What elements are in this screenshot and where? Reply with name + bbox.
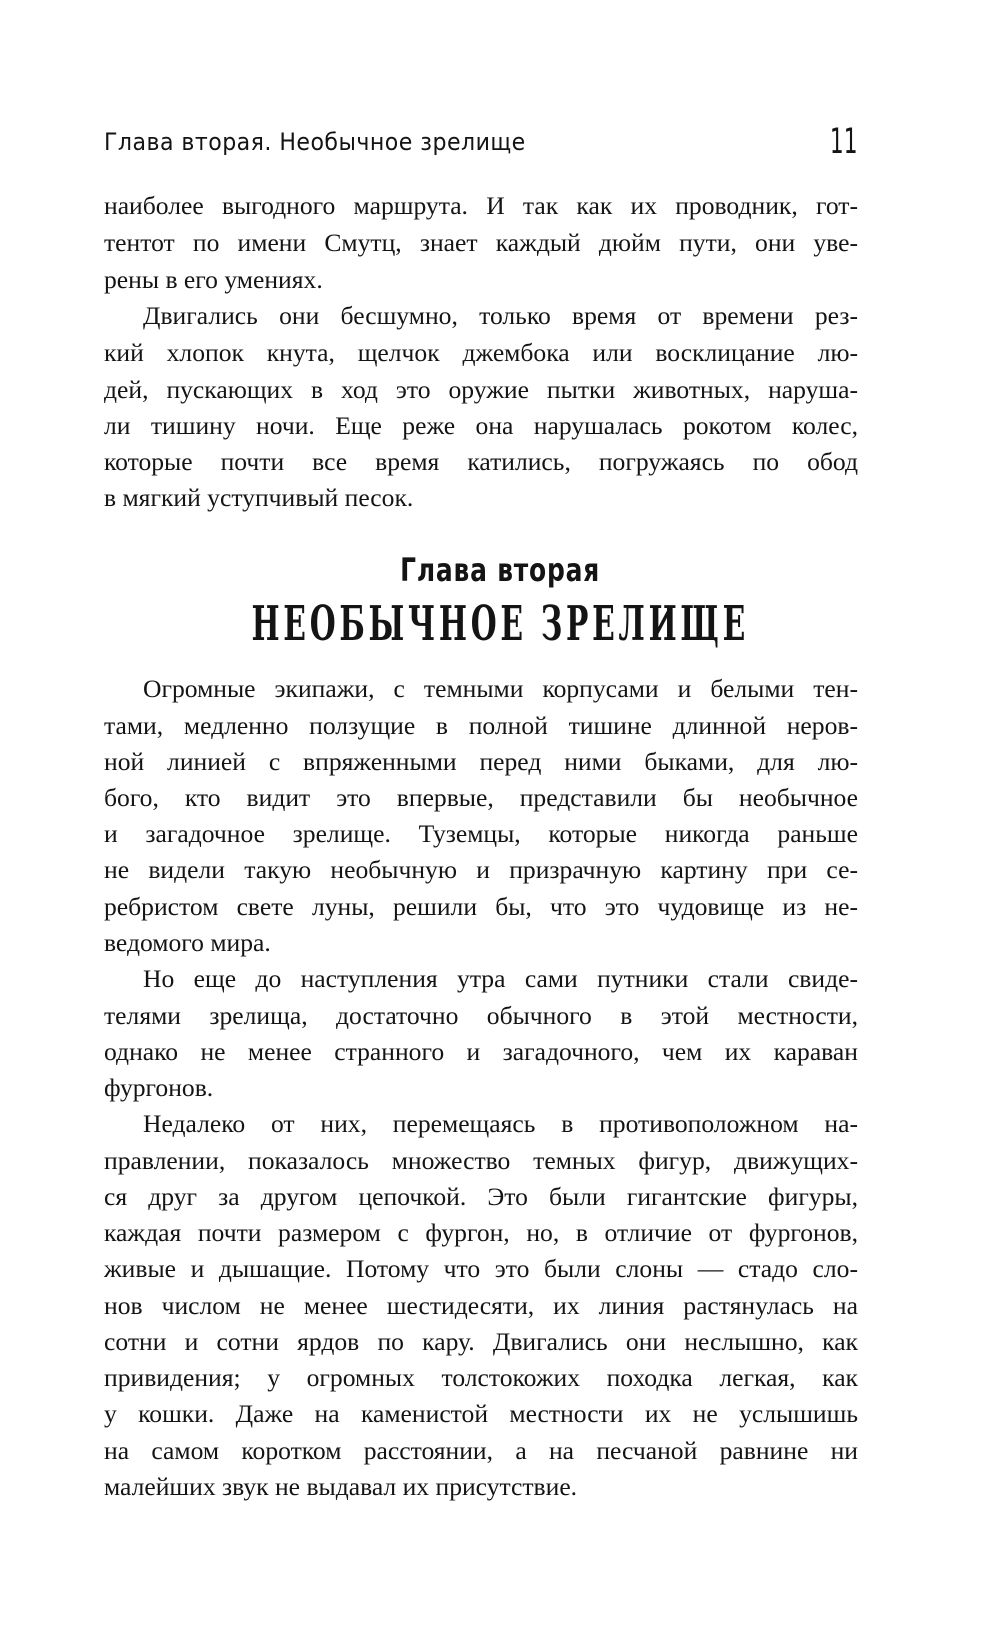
chapter-label: Глава вторая: [400, 551, 600, 589]
text-line: привидения; у огромных толстокожих походка легкая, как: [104, 1363, 858, 1392]
text-line: малейших звук не выдавал их присутствие.: [104, 1472, 578, 1501]
text-line: дей, пускающих в ход это оружие пытки животных, наруша-: [104, 375, 858, 404]
text-line: тентот по имени Смутц, знает каждый дюйм пути, они уве-: [104, 228, 858, 257]
text-line: на самом коротком расстоянии, а на песчаной равнине ни: [104, 1436, 858, 1465]
text-line: которые почти все время катились, погружаясь по обод: [104, 447, 858, 476]
text-line: Но еще до наступления утра сами путники стали свиде-: [143, 964, 858, 993]
text-line: Двигались они бесшумно, только время от времени рез-: [143, 301, 858, 330]
text-line: правлении, показалось множество темных фигур, движущих-: [104, 1146, 858, 1175]
text-line: наиболее выгодного маршрута. И так как их проводник, гот-: [104, 191, 858, 220]
running-header-title: Глава вторая. Необычное зрелище: [104, 128, 526, 156]
text-line: кий хлопок кнута, щелчок джембока или восклицание лю-: [104, 338, 858, 367]
text-line: не видели такую необычную и призрачную картину при се-: [104, 855, 858, 884]
running-header: [104, 122, 858, 166]
text-line: Недалеко от них, перемещаясь в противоположном на-: [143, 1109, 858, 1138]
text-line: ведомого мира.: [104, 928, 271, 957]
text-line: бого, кто видит это впервые, представили бы необычное: [104, 783, 858, 812]
text-line: ся друг за другом цепочкой. Это были гигантские фигуры,: [104, 1182, 858, 1211]
text-line: Огромные экипажи, с темными корпусами и белыми тен-: [143, 674, 858, 703]
text-line: рены в его умениях.: [104, 265, 323, 294]
text-line: нов числом не менее шестидесяти, их линия растянулась на: [104, 1291, 858, 1320]
text-line: ли тишину ночи. Еще реже она нарушалась рокотом колес,: [104, 411, 858, 440]
text-line: и загадочное зрелище. Туземцы, которые никогда раньше: [104, 819, 858, 848]
page-number: 11: [830, 122, 858, 162]
text-line: сотни и сотни ярдов по кару. Двигались они неслышно, как: [104, 1327, 858, 1356]
text-line: однако не менее странного и загадочного, чем их караван: [104, 1037, 858, 1066]
text-line: телями зрелища, достаточно обычного в этой местности,: [104, 1001, 858, 1030]
text-line: в мягкий уступчивый песок.: [104, 483, 414, 512]
text-line: у кошки. Даже на каменистой местности их не услышишь: [104, 1399, 858, 1428]
text-line: живые и дышащие. Потому что это были слоны — стадо сло-: [104, 1254, 858, 1283]
text-line: ребристом свете луны, решили бы, что это чудовище из не-: [104, 892, 858, 921]
text-line: тами, медленно ползущие в полной тишине длинной неров-: [104, 711, 858, 740]
text-line: фургонов.: [104, 1073, 214, 1102]
text-line: ной линией с впряженными перед ними быками, для лю-: [104, 747, 858, 776]
chapter-title: НЕОБЫЧНОЕ ЗРЕЛИЩЕ: [251, 596, 749, 652]
text-line: каждая почти размером с фургон, но, в отличие от фургонов,: [104, 1218, 858, 1247]
